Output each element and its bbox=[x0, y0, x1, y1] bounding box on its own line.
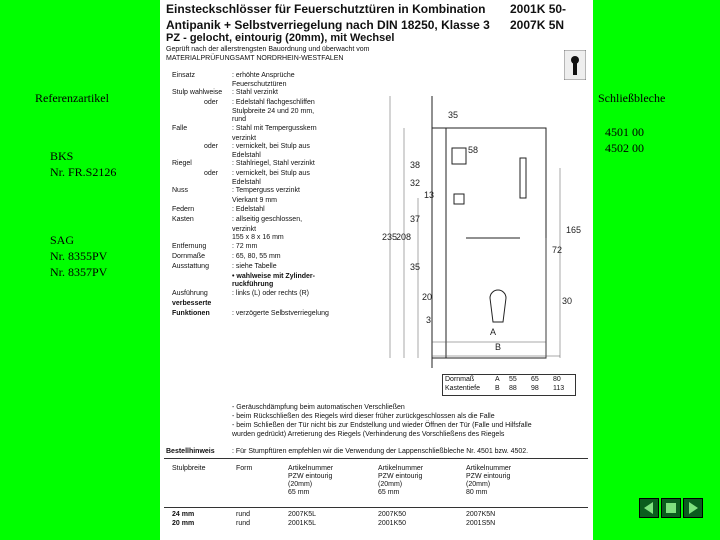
spec-label: Kasten bbox=[172, 215, 194, 223]
dimension-label: 13 bbox=[424, 190, 435, 200]
order-cell: 2007K5L bbox=[288, 511, 317, 518]
spec-value: : Stahl mit Tempergusskern bbox=[232, 124, 317, 132]
spec-value: Vierkant 9 mm bbox=[232, 197, 277, 204]
arrow-right-icon bbox=[684, 499, 702, 517]
dim-header: 55 bbox=[509, 376, 517, 383]
spec-label: oder bbox=[204, 99, 219, 106]
spec-value: : 65, 80, 55 mm bbox=[232, 252, 281, 260]
order-cell: 2001K50 bbox=[378, 520, 407, 527]
dim-cell: B bbox=[495, 385, 500, 392]
keyhole-icon bbox=[564, 50, 586, 80]
reference-heading: Referenzartikel bbox=[35, 91, 109, 105]
dimension-label: 208 bbox=[396, 232, 412, 242]
order-cell: 24 mm bbox=[172, 511, 195, 518]
spec-value: : vernickelt, bei Stulp aus bbox=[232, 143, 310, 150]
spec-label: verbesserte bbox=[172, 299, 212, 307]
dim-cell: 88 bbox=[509, 385, 517, 392]
order-cell: 2001K5L bbox=[288, 520, 317, 527]
dim-cell: Kastentiefe bbox=[445, 385, 481, 392]
order-table bbox=[164, 458, 588, 540]
spec-value: rund bbox=[232, 116, 247, 123]
spec-label: oder bbox=[204, 170, 219, 177]
spec-value: : vernickelt, bei Stulp aus bbox=[232, 170, 310, 177]
spec-value: : Stahlriegel, Stahl verzinkt bbox=[232, 160, 315, 167]
dimension-label: 32 bbox=[410, 178, 421, 188]
order-cell: rund bbox=[236, 511, 251, 518]
dimension-label: 30 bbox=[562, 296, 573, 306]
dimension-label: 3 bbox=[426, 315, 432, 325]
ref-item: Nr. 8355PV bbox=[50, 249, 108, 263]
dim-cell: 113 bbox=[553, 385, 565, 392]
doc-title-line: Antipanik + Selbstverriegelung nach DIN 18250, Klasse 3 bbox=[166, 18, 490, 32]
spec-value: Stulpbreite 24 und 20 mm, bbox=[232, 107, 315, 115]
dim-cell: 98 bbox=[531, 385, 539, 392]
home-square-icon bbox=[662, 499, 680, 517]
order-cell: 2001S5N bbox=[466, 520, 496, 527]
function-line: wurden gedrückt) Arretierung des Riegels (Verhinderung des Vorschließens des Riegels bbox=[232, 431, 505, 438]
datasheet-image bbox=[160, 0, 593, 540]
spec-label: Ausstattung bbox=[172, 262, 209, 270]
home-slide-button[interactable] bbox=[661, 498, 681, 518]
ref-group-name: SAG bbox=[50, 233, 75, 247]
order-note-text: : Für Stumpftüren empfehlen wir die Verwendung der Lappenschließbleche Nr. 4501 bzw. 4502. bbox=[232, 448, 529, 455]
strike-plate-item: 4502 00 bbox=[605, 141, 644, 155]
order-cell: 2007K5N bbox=[466, 511, 496, 518]
spec-value: : 72 mm bbox=[232, 242, 258, 250]
approval-line: MATERIALPRÜFUNGSAMT NORDRHEIN-WESTFALEN bbox=[166, 55, 344, 62]
dim-header: 80 bbox=[553, 376, 561, 383]
spec-value: : Temperguss verzinkt bbox=[232, 187, 300, 194]
dimension-label: A bbox=[490, 327, 497, 337]
spec-value: ruckführung bbox=[232, 281, 274, 288]
spec-label: Funktionen bbox=[172, 309, 210, 317]
ref-group-name: BKS bbox=[50, 149, 74, 163]
spec-label: Entfernung bbox=[172, 242, 207, 250]
dim-header: 65 bbox=[531, 376, 539, 383]
lock-diagram bbox=[370, 88, 580, 368]
spec-value: : links (L) oder rechts (R) bbox=[232, 289, 310, 297]
right-sidebar bbox=[593, 0, 720, 540]
approval-line: Geprüft nach der allerstrengsten Bauordnung und überwacht vom bbox=[166, 46, 370, 53]
dimension-label: 37 bbox=[410, 214, 421, 224]
strike-plates-heading: Schließbleche bbox=[598, 91, 666, 105]
function-line: - Geräuschdämpfung beim automatischen Verschließen bbox=[232, 404, 405, 411]
dimension-label: 165 bbox=[566, 225, 582, 235]
doc-code: 2007K 5N bbox=[510, 18, 565, 32]
dimension-table bbox=[442, 374, 576, 396]
left-sidebar bbox=[0, 0, 160, 540]
spec-value: verzinkt bbox=[232, 225, 257, 233]
arrow-left-icon bbox=[640, 499, 658, 517]
spec-value: : Stahl verzinkt bbox=[232, 89, 278, 96]
spec-value: : allseitig geschlossen, bbox=[232, 215, 303, 223]
dim-header: Dornmaß bbox=[445, 376, 475, 383]
order-table-header: Stulpbreite bbox=[172, 465, 206, 472]
order-cell: 2007K50 bbox=[378, 511, 407, 518]
order-table-header: Artikelnummer PZW eintourig (20mm) 80 mm bbox=[466, 465, 512, 496]
spec-label: Federn bbox=[172, 205, 195, 213]
spec-value: Edelstahl bbox=[232, 178, 261, 186]
previous-slide-button[interactable] bbox=[639, 498, 659, 518]
strike-plate-item: 4501 00 bbox=[605, 125, 644, 139]
spec-value: : erhöhte Ansprüche bbox=[232, 72, 295, 79]
dimension-label: 35 bbox=[448, 110, 459, 120]
dimension-label: 235 bbox=[382, 232, 398, 242]
spec-label: Falle bbox=[172, 124, 188, 132]
spec-value: • wahlweise mit Zylinder- bbox=[232, 272, 315, 280]
spec-value: : Edelstahl bbox=[232, 205, 265, 213]
function-line: - beim Schließen der Tür nicht bis zur Endstellung und wieder Öffnen der Tür (Falle und Hilfsfalle bbox=[232, 422, 532, 429]
order-table-header: Artikelnummer PZW eintourig (20mm) 65 mm bbox=[378, 465, 424, 496]
dimension-label: 72 bbox=[552, 245, 563, 255]
spec-label: Einsatz bbox=[172, 72, 195, 79]
order-table-header: Form bbox=[236, 465, 253, 472]
spec-value: : verzögerte Selbstverriegelung bbox=[232, 309, 329, 317]
dimension-label: 35 bbox=[410, 262, 421, 272]
next-slide-button[interactable] bbox=[683, 498, 703, 518]
spec-value: verzinkt bbox=[232, 134, 257, 142]
dim-header: A bbox=[495, 376, 500, 383]
doc-code: 2001K 50- bbox=[510, 2, 567, 16]
spec-value: 155 x 8 x 16 mm bbox=[232, 234, 284, 241]
function-line: - beim Rückschließen des Riegels wird dieser früher zurückgeschlossen als die Falle bbox=[232, 413, 495, 420]
spec-label: oder bbox=[204, 143, 219, 150]
order-cell: rund bbox=[236, 520, 251, 527]
order-cell: 20 mm bbox=[172, 520, 195, 527]
dimension-label: 58 bbox=[468, 145, 479, 155]
spec-label: Riegel bbox=[172, 160, 192, 167]
doc-title-line: Einsteckschlösser für Feuerschutztüren in Kombination bbox=[166, 2, 486, 16]
dimension-label: 38 bbox=[410, 160, 421, 170]
spec-value: : Edelstahl flachgeschliffen bbox=[232, 99, 315, 106]
ref-item: Nr. 8357PV bbox=[50, 265, 108, 279]
doc-title-line: PZ - gelocht, eintourig (20mm), mit Wechsel bbox=[166, 32, 395, 44]
spec-value: Feuerschutztüren bbox=[232, 80, 287, 88]
ref-item: Nr. FR.S2126 bbox=[50, 165, 117, 179]
spec-label: Stulp wahlweise bbox=[172, 89, 223, 96]
dimension-label: 20 bbox=[422, 292, 433, 302]
order-table-header: Artikelnummer PZW eintourig (20mm) 65 mm bbox=[288, 465, 334, 496]
dimension-label: B bbox=[495, 342, 502, 352]
spec-label: Nuss bbox=[172, 187, 188, 194]
spec-label: Ausführung bbox=[172, 289, 208, 297]
order-note-label: Bestellhinweis bbox=[166, 448, 215, 455]
spec-value: : siehe Tabelle bbox=[232, 262, 277, 270]
spec-value: Edelstahl bbox=[232, 151, 261, 159]
spec-label: Dornmaße bbox=[172, 252, 206, 260]
